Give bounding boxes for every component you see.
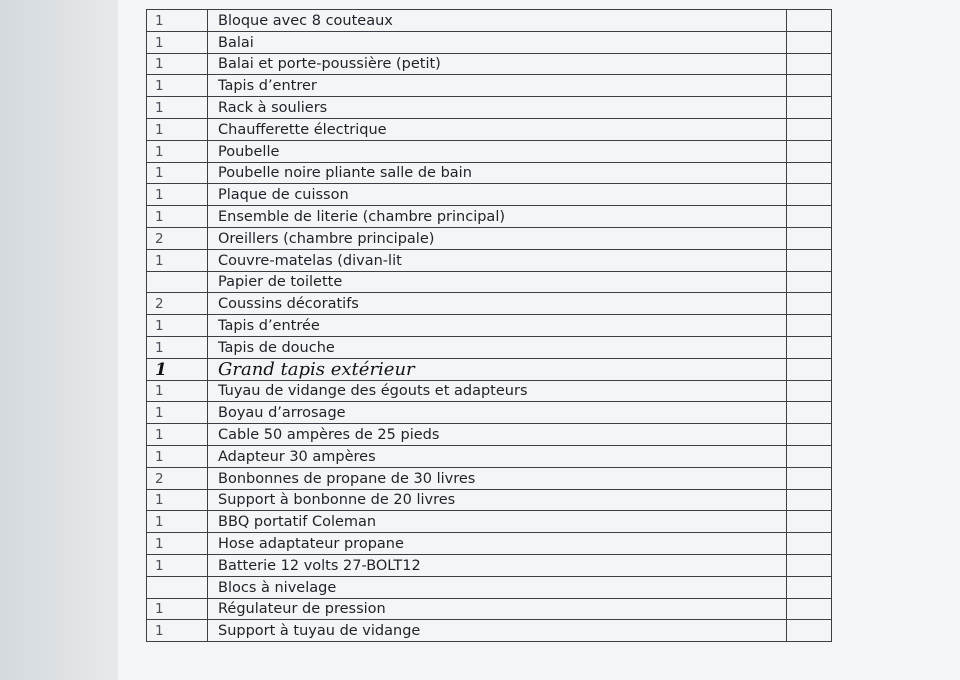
item-description-cell: Grand tapis extérieur xyxy=(208,358,787,380)
quantity-cell: 1 xyxy=(147,140,208,162)
table-row xyxy=(147,162,832,184)
item-description-cell: Batterie 12 volts 27-BOLT12 xyxy=(208,554,787,576)
table-row xyxy=(147,402,832,424)
item-description-cell: Blocs à nivelage xyxy=(208,576,787,598)
check-cell xyxy=(787,424,832,446)
table-row xyxy=(147,598,832,620)
quantity-cell: 1 xyxy=(147,249,208,271)
quantity-cell: 1 xyxy=(147,336,208,358)
quantity-cell: 1 xyxy=(147,445,208,467)
quantity-cell xyxy=(147,271,208,293)
check-cell xyxy=(787,97,832,119)
table-row xyxy=(147,424,832,446)
check-cell xyxy=(787,336,832,358)
table-row xyxy=(147,10,832,32)
table-row xyxy=(147,140,832,162)
quantity-cell: 1 xyxy=(147,380,208,402)
item-description-cell: Balai et porte-poussière (petit) xyxy=(208,53,787,75)
inventory-table-body xyxy=(147,10,832,642)
item-description-cell: Support à tuyau de vidange xyxy=(208,620,787,642)
item-description-cell: Oreillers (chambre principale) xyxy=(208,227,787,249)
check-cell xyxy=(787,75,832,97)
check-cell xyxy=(787,53,832,75)
item-description-cell: Tuyau de vidange des égouts et adapteurs xyxy=(208,380,787,402)
item-description-cell: Chaufferette électrique xyxy=(208,118,787,140)
check-cell xyxy=(787,206,832,228)
quantity-cell: 1 xyxy=(147,162,208,184)
check-cell xyxy=(787,315,832,337)
table-row xyxy=(147,620,832,642)
item-description-cell: Ensemble de literie (chambre principal) xyxy=(208,206,787,228)
quantity-cell: 1 xyxy=(147,402,208,424)
quantity-cell: 1 xyxy=(147,511,208,533)
quantity-cell: 1 xyxy=(147,598,208,620)
table-row xyxy=(147,206,832,228)
inventory-table xyxy=(146,9,832,642)
check-cell xyxy=(787,140,832,162)
item-description-cell: Coussins décoratifs xyxy=(208,293,787,315)
item-description-cell: Adapteur 30 ampères xyxy=(208,445,787,467)
check-cell xyxy=(787,445,832,467)
quantity-cell: 1 xyxy=(147,75,208,97)
check-cell xyxy=(787,249,832,271)
quantity-cell: 1 xyxy=(147,184,208,206)
check-cell xyxy=(787,162,832,184)
item-description-cell: Plaque de cuisson xyxy=(208,184,787,206)
item-description-cell: Bloque avec 8 couteaux xyxy=(208,10,787,32)
check-cell xyxy=(787,118,832,140)
table-row xyxy=(147,271,832,293)
table-row xyxy=(147,467,832,489)
item-description-cell: Tapis d’entrer xyxy=(208,75,787,97)
table-row xyxy=(147,75,832,97)
item-description-cell: Régulateur de pression xyxy=(208,598,787,620)
check-cell xyxy=(787,467,832,489)
check-cell xyxy=(787,10,832,32)
item-description-cell: Couvre-matelas (divan-lit xyxy=(208,249,787,271)
item-description-cell: Poubelle xyxy=(208,140,787,162)
item-description-cell: Tapis d’entrée xyxy=(208,315,787,337)
check-cell xyxy=(787,271,832,293)
quantity-cell: 1 xyxy=(147,358,208,380)
check-cell xyxy=(787,293,832,315)
check-cell xyxy=(787,598,832,620)
check-cell xyxy=(787,554,832,576)
item-description-cell: Poubelle noire pliante salle de bain xyxy=(208,162,787,184)
item-description-cell: Hose adaptateur propane xyxy=(208,533,787,555)
quantity-cell: 1 xyxy=(147,206,208,228)
table-row xyxy=(147,358,832,380)
table-row xyxy=(147,489,832,511)
table-row xyxy=(147,249,832,271)
check-cell xyxy=(787,576,832,598)
item-description-cell: BBQ portatif Coleman xyxy=(208,511,787,533)
check-cell xyxy=(787,31,832,53)
table-row xyxy=(147,184,832,206)
quantity-cell: 1 xyxy=(147,31,208,53)
table-row xyxy=(147,554,832,576)
check-cell xyxy=(787,402,832,424)
quantity-cell: 2 xyxy=(147,227,208,249)
table-row xyxy=(147,97,832,119)
quantity-cell: 1 xyxy=(147,10,208,32)
quantity-cell: 1 xyxy=(147,53,208,75)
check-cell xyxy=(787,620,832,642)
check-cell xyxy=(787,358,832,380)
table-row xyxy=(147,53,832,75)
item-description-cell: Tapis de douche xyxy=(208,336,787,358)
quantity-cell: 2 xyxy=(147,467,208,489)
table-row xyxy=(147,227,832,249)
quantity-cell: 1 xyxy=(147,620,208,642)
quantity-cell: 1 xyxy=(147,315,208,337)
table-row xyxy=(147,576,832,598)
quantity-cell: 1 xyxy=(147,424,208,446)
item-description-cell: Boyau d’arrosage xyxy=(208,402,787,424)
quantity-cell: 1 xyxy=(147,489,208,511)
quantity-cell: 1 xyxy=(147,97,208,119)
table-row xyxy=(147,293,832,315)
check-cell xyxy=(787,380,832,402)
table-row xyxy=(147,31,832,53)
table-row xyxy=(147,118,832,140)
item-description-cell: Papier de toilette xyxy=(208,271,787,293)
check-cell xyxy=(787,511,832,533)
check-cell xyxy=(787,227,832,249)
table-row xyxy=(147,511,832,533)
item-description-cell: Bonbonnes de propane de 30 livres xyxy=(208,467,787,489)
table-row xyxy=(147,533,832,555)
item-description-cell: Balai xyxy=(208,31,787,53)
quantity-cell xyxy=(147,576,208,598)
table-row xyxy=(147,315,832,337)
check-cell xyxy=(787,533,832,555)
table-row xyxy=(147,336,832,358)
item-description-cell: Rack à souliers xyxy=(208,97,787,119)
quantity-cell: 1 xyxy=(147,533,208,555)
item-description-cell: Cable 50 ampères de 25 pieds xyxy=(208,424,787,446)
table-row xyxy=(147,380,832,402)
quantity-cell: 2 xyxy=(147,293,208,315)
table-row xyxy=(147,445,832,467)
quantity-cell: 1 xyxy=(147,118,208,140)
item-description-cell: Support à bonbonne de 20 livres xyxy=(208,489,787,511)
check-cell xyxy=(787,184,832,206)
check-cell xyxy=(787,489,832,511)
quantity-cell: 1 xyxy=(147,554,208,576)
